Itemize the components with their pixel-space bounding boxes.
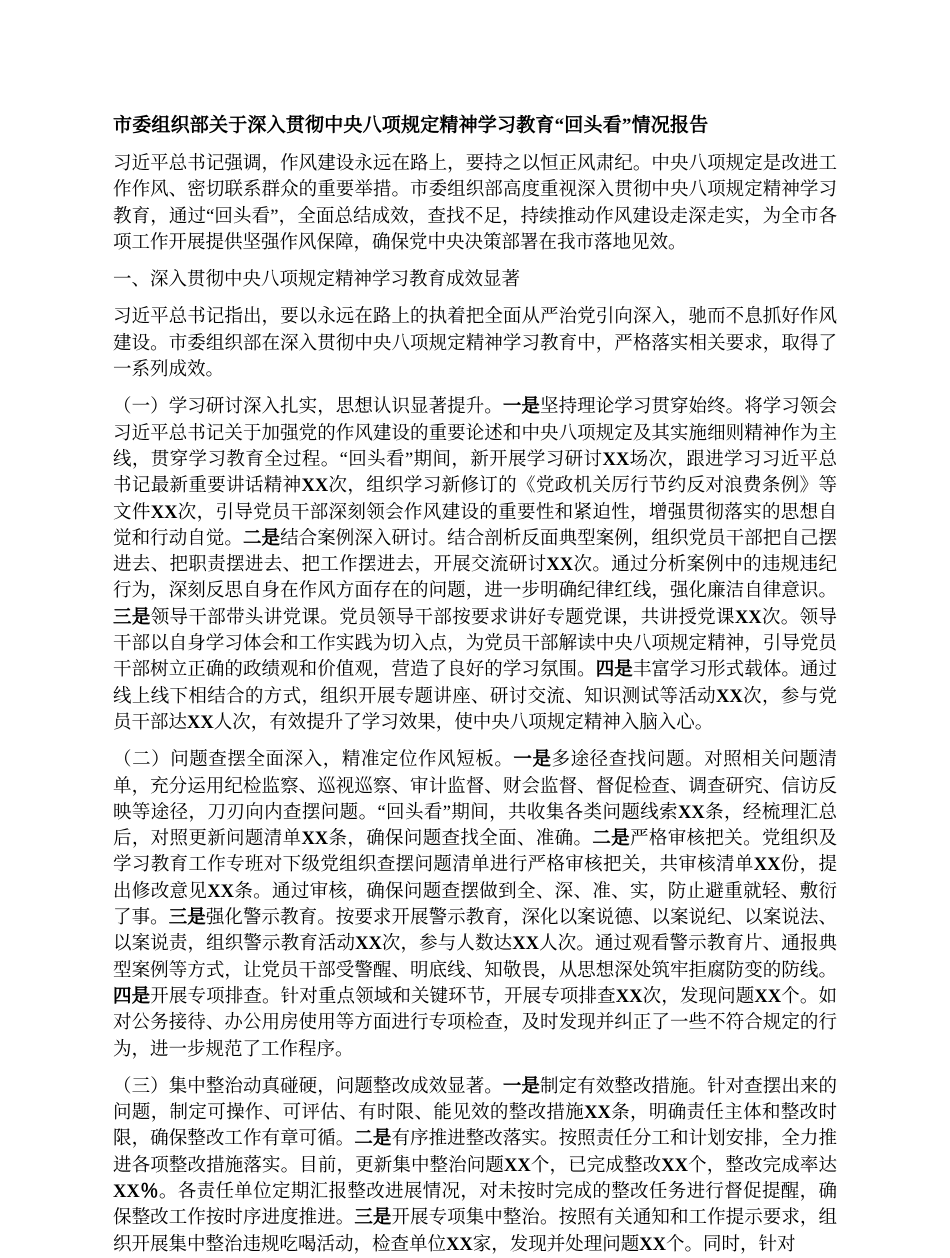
text-run: 次，参与党员干部达: [113, 686, 837, 733]
text-run: 丰富学习形式载体。通过线上线下相结合的方式，组织开展专题讲座、研讨交流、知识测试等活动: [113, 660, 837, 707]
text-run: 个，已完成整改: [530, 1155, 662, 1176]
placeholder-value: XX: [301, 829, 329, 850]
placeholder-value: XX: [754, 986, 782, 1007]
enumeration-marker: 一是: [513, 750, 552, 771]
text-run: 份，提出修改意见: [113, 855, 837, 902]
placeholder-value: XX: [602, 449, 630, 470]
enumeration-marker: 四是: [595, 660, 633, 681]
enumeration-marker: 三是: [354, 1208, 392, 1229]
text-run: （二）问题查摆全面深入，精准定位作风短板。: [113, 750, 514, 771]
text-run: 有序推进整改落实。按照责任分工和计划安排，全力推进各项整改措施落实。目前，更新集中整治问题: [113, 1129, 837, 1176]
placeholder-value: XX: [716, 686, 743, 707]
placeholder-value: XX: [734, 607, 762, 628]
page-title: 市委组织部关于深入贯彻中央八项规定精神学习教育“回头看”情况报告: [113, 115, 709, 136]
text-run: 严格审核把关。党组织及学习教育工作专班对下级党组织查摆问题清单进行严格审核把关，共审核清单: [113, 829, 837, 876]
text-run: （一）学习研讨深入扎实，思想认识显著提升。: [113, 397, 503, 418]
text-run: 开展专项排查。针对重点领域和关键环节，开展专项排查: [150, 986, 616, 1007]
text-run: 个。同时，针对: [666, 1234, 796, 1255]
enumeration-marker: 三是: [113, 607, 151, 628]
placeholder-value: XX: [661, 1155, 688, 1176]
paragraph-subsection-2: [113, 747, 837, 1063]
text-run: 领导干部带头讲党课。党员领导干部按要求讲好专题党课，共讲授党课: [150, 607, 735, 628]
text-run: 次，参与人数达: [381, 934, 513, 955]
placeholder-value: XX: [512, 934, 540, 955]
text-run: 次。领导干部以自身学习体会和工作实践为切入点，为党员干部解读中央八项规定精神，引导党员干部树立正确的政绩观和价值观，营造了良好的学习氛围。: [113, 607, 837, 681]
placeholder-value: XX: [355, 934, 382, 955]
placeholder-value: XX: [207, 881, 234, 902]
document-body: [113, 151, 837, 1258]
text-run: （三）集中整治动真碰硬，问题整改成效显著。: [113, 1076, 503, 1097]
text-run: 坚持理论学习贯穿始终。将学习领会习近平总书记关于加强党的作风建设的重要论述和中央八项规定及其实施细则精神作为主线，贯穿学习教育全过程。“回头看”期间，新开展学习研讨: [113, 397, 837, 470]
text-run: 次，组织学习新修订的《党政机关厉行节约反对浪费条例》等文件: [113, 476, 837, 523]
text-run: 个。如对公务接待、办公用房使用等方面进行专项检查，及时发现并纠正了一些不符合规定的行为，进一步规范了工作程序。: [113, 986, 837, 1060]
text-run: 次，发现问题: [642, 986, 755, 1007]
text-run: 条。通过审核，确保问题查摆做到全、深、准、实，防止避重就轻、敷衍了事。: [113, 881, 837, 929]
placeholder-value: XX: [753, 855, 781, 876]
text-run: 家，发现并处理问题: [472, 1234, 640, 1255]
enumeration-marker: 二是: [242, 528, 281, 549]
paragraph-section-1-lead: 习近平总书记指出，要以永远在路上的执着把全面从严治党引向深入，驰而不息抓好作风建设。市委组织部在深入贯彻中央八项规定精神学习教育中，严格落实相关要求，取得了一系列成效。: [113, 307, 837, 381]
section-heading-heading-1: 一、深入贯彻中央八项规定精神学习教育成效显著: [113, 270, 521, 291]
text-run: 条，明确责任主体和整改时限，确保整改工作有章可循。: [113, 1103, 837, 1150]
text-run: 个，整改完成率达: [688, 1155, 837, 1176]
placeholder-value: XX％: [113, 1181, 159, 1202]
text-run: 次。通过分析案例中的违规违纪行为，深刻反思自身在作风方面存在的问题，进一步明确纪律红线，强化廉洁自律意识。: [113, 555, 837, 602]
placeholder-value: XX: [546, 555, 574, 576]
text-run: 人次。通过观看警示教育片、通报典型案例等方式，让党员干部受警醒、明底线、知敬畏，从思想深处筑牢拒腐防变的防线。: [113, 934, 837, 981]
placeholder-value: XX: [678, 802, 705, 823]
text-run: 制定有效整改措施。针对查摆出来的问题，制定可操作、可评估、有时限、能见效的整改措施: [113, 1076, 837, 1124]
text-run: 条，确保问题查找全面、准确。: [328, 829, 593, 850]
placeholder-value: XX: [150, 502, 178, 523]
paragraph-subsection-1: [113, 394, 837, 736]
enumeration-marker: 四是: [113, 986, 151, 1007]
placeholder-value: XX: [504, 1155, 531, 1176]
placeholder-value: XX: [639, 1234, 666, 1255]
paragraph-subsection-3: [113, 1074, 837, 1258]
text-run: 人次，有效提升了学习效果，使中央八项规定精神入脑入心。: [213, 712, 714, 733]
text-run: 多途径查找问题。对照相关问题清单，充分运用纪检监察、巡视巡察、审计监督、财会监督、督促检查、调查研究、信访反映等途径，刀刃向内查摆问题。“回头看”期间，共收集各类问题线索: [113, 750, 837, 823]
placeholder-value: XX: [187, 712, 214, 733]
enumeration-marker: 二是: [354, 1129, 392, 1150]
placeholder-value: XX: [615, 986, 643, 1007]
enumeration-marker: 二是: [592, 829, 631, 850]
text-run: 。各责任单位定期汇报整改进展情况，对未按时完成的整改任务进行督促提醒，确保整改工作按时序进度推进。: [113, 1181, 837, 1229]
enumeration-marker: 一是: [502, 1076, 540, 1097]
enumeration-marker: 一是: [502, 397, 540, 418]
text-run: 开展专项集中整治。按照有关通知和工作提示要求，组织开展集中整治违规吃喝活动，检查单位: [113, 1208, 837, 1255]
text-run: 次，引导党员干部深刻领会作风建设的重要性和紧迫性，增强贯彻落实的思想自觉和行动自觉。: [113, 502, 837, 549]
text-run: 结合案例深入研讨。结合剖析反面典型案例，组织党员干部把自己摆进去、把职责摆进去、把工作摆进去，开展交流研讨: [113, 528, 837, 576]
placeholder-value: XX: [446, 1234, 473, 1255]
text-run: 条，经梳理汇总后，对照更新问题清单: [113, 802, 837, 850]
placeholder-value: XX: [584, 1103, 611, 1124]
paragraph-intro: 习近平总书记强调，作风建设永远在路上，要持之以恒正风肃纪。中央八项规定是改进工作作风、密切联系群众的重要举措。市委组织部高度重视深入贯彻中央八项规定精神学习教育，通过“回头看”，全面总结成效，查找不足，持续推动作风建设走深走实，为全市各项工作开展提供坚强作风保障，确保党中央决策部署在我市落地见效。: [113, 154, 837, 253]
text-run: 场次，跟进学习习近平总书记最新重要讲话精神: [113, 449, 837, 497]
text-run: 强化警示教育。按要求开展警示教育，深化以案说德、以案说纪、以案说法、以案说责，组织警示教育活动: [113, 908, 837, 955]
placeholder-value: XX: [301, 476, 329, 497]
enumeration-marker: 三是: [168, 908, 206, 929]
